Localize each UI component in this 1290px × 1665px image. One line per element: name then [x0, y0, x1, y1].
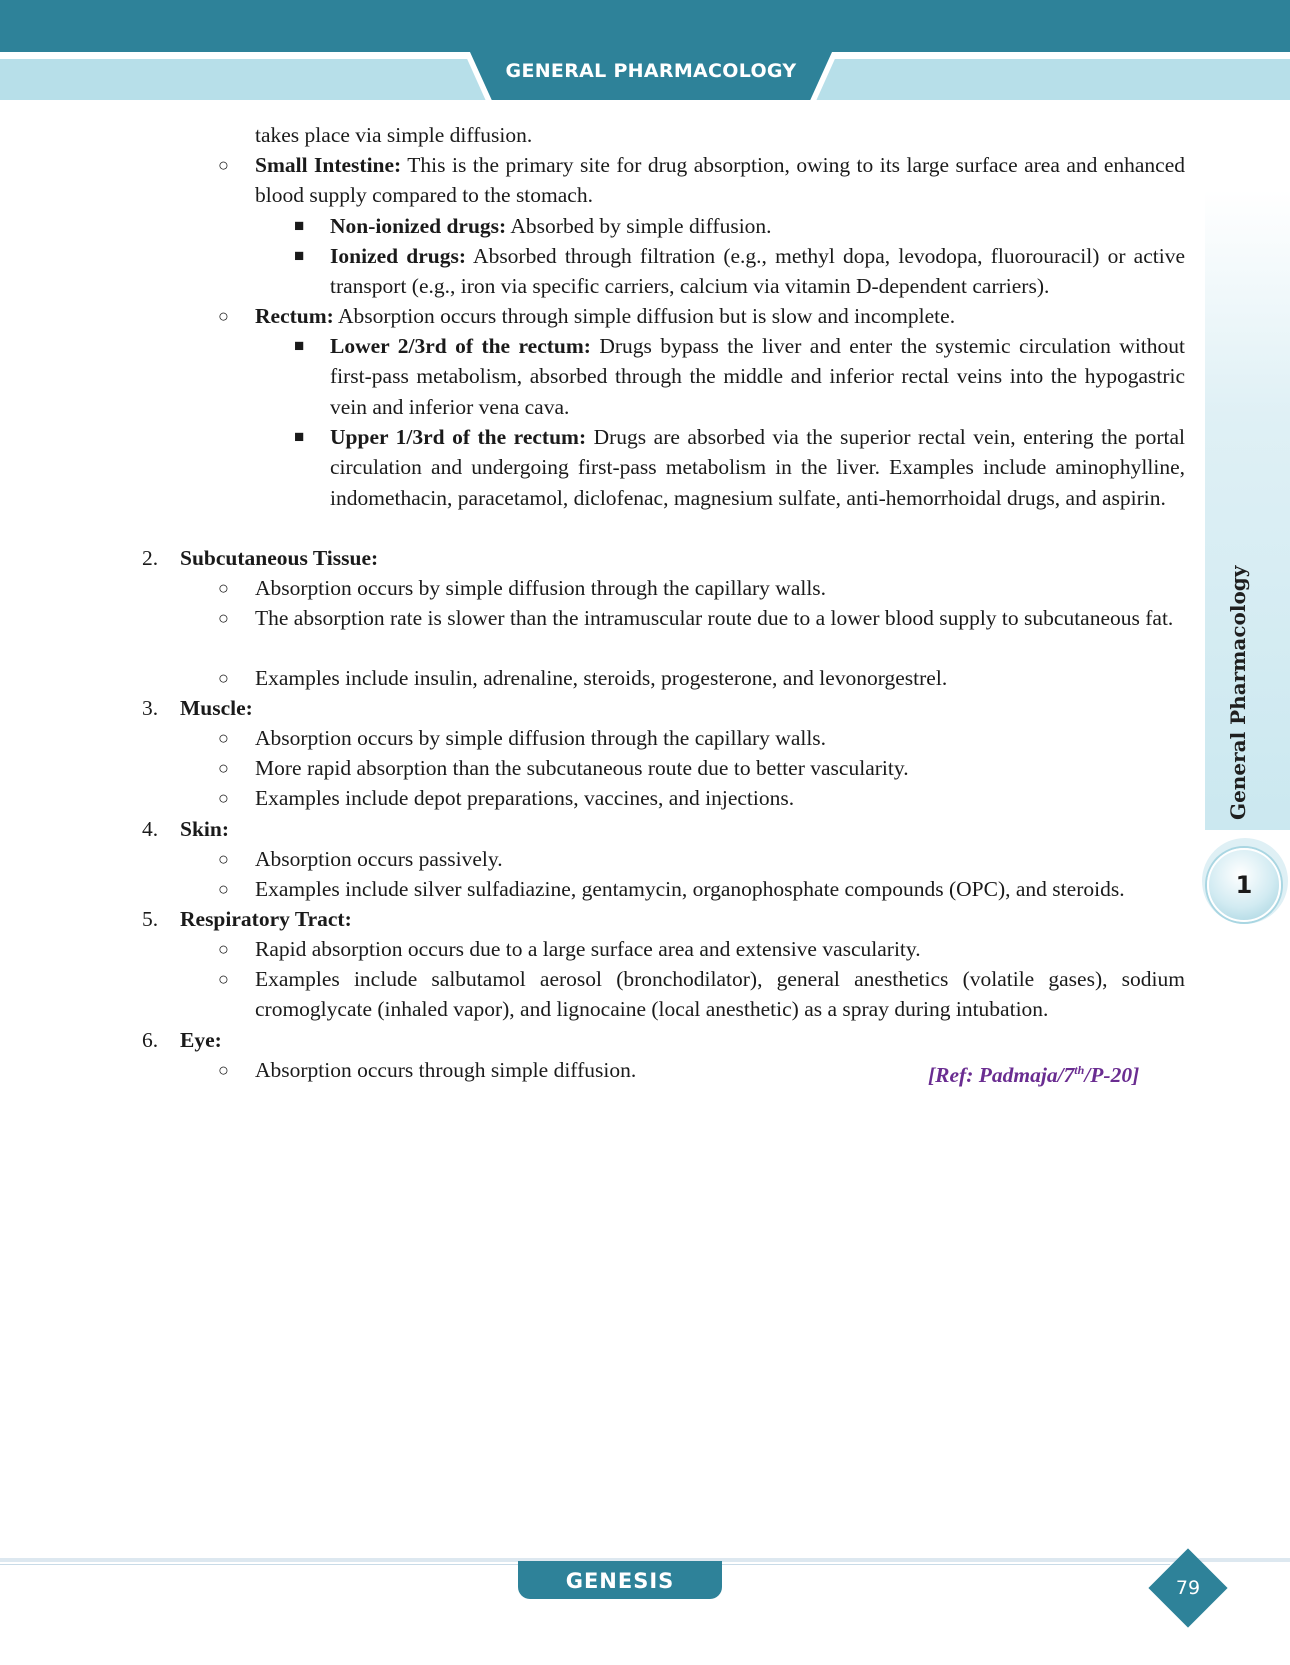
list-item: Absorption occurs through simple diffusion.	[255, 1058, 637, 1082]
genesis-logo: GENESIS	[565, 1569, 675, 1593]
small-intestine-text: This is the primary site for drug absorption, owing to its large surface area and enhanced blood supply compared to the stomach.	[255, 153, 1185, 208]
upper-rectum-label: Upper 1/3rd of the rectum:	[330, 425, 587, 449]
section-title: Skin:	[180, 817, 230, 841]
chapter-number-badge: 1	[1207, 848, 1281, 922]
lower-rectum-label: Lower 2/3rd of the rectum:	[330, 334, 591, 358]
circle-bullet-icon: ○	[218, 155, 229, 175]
list-item: More rapid absorption than the subcutaneous route due to better vascularity.	[255, 756, 909, 780]
list-item: Absorption occurs passively.	[255, 847, 503, 871]
section-title: Muscle:	[180, 696, 253, 720]
rectum-item	[255, 301, 955, 331]
circle-bullet-icon: ○	[218, 306, 229, 326]
running-header-title: GENERAL PHARMACOLOGY	[505, 60, 797, 82]
list-item: Examples include insulin, adrenaline, steroids, progesterone, and levonorgestrel.	[255, 666, 948, 690]
page-number: 79	[1175, 1577, 1201, 1599]
section-title: Subcutaneous Tissue:	[180, 546, 379, 570]
list-item: Absorption occurs by simple diffusion through the capillary walls.	[255, 576, 827, 600]
header-bar	[0, 0, 1290, 52]
circle-bullet-icon: ○	[218, 879, 229, 899]
square-bullet-icon: ■	[294, 427, 305, 446]
rectum-label: Rectum:	[255, 304, 334, 328]
small-intestine-item	[255, 150, 1185, 211]
reference-citation: [Ref: Padmaja/7th/P-20]	[928, 1063, 1140, 1088]
list-item: Examples include salbutamol aerosol (bronchodilator), general anesthetics (volatile gases), sodium cromoglycate (inhaled vapor), and lignocaine (local anesthetic) as a spray during intubation.	[255, 967, 1185, 1022]
section-number: 3.	[142, 696, 159, 720]
section-number: 2.	[142, 546, 159, 570]
small-intestine-label: Small Intestine:	[255, 153, 402, 177]
non-ionized-item	[330, 211, 772, 241]
circle-bullet-icon: ○	[218, 788, 229, 808]
list-item: Rapid absorption occurs due to a large surface area and extensive vascularity.	[255, 937, 921, 961]
non-ionized-label: Non-ionized drugs:	[330, 214, 507, 238]
circle-bullet-icon: ○	[218, 758, 229, 778]
square-bullet-icon: ■	[294, 336, 305, 355]
circle-bullet-icon: ○	[218, 939, 229, 959]
ionized-text: Absorbed through filtration (e.g., methyl dopa, levodopa, fluorouracil) or active transport (e.g., iron via specific carriers, calcium via vitamin D-dependent carriers).	[330, 244, 1186, 299]
section-number: 6.	[142, 1028, 159, 1052]
list-item: The absorption rate is slower than the intramuscular route due to a lower blood supply to subcutaneous fat.	[255, 606, 1174, 630]
continued-text: takes place via simple diffusion.	[255, 123, 533, 147]
circle-bullet-icon: ○	[218, 668, 229, 688]
ionized-label: Ionized drugs:	[330, 244, 467, 268]
non-ionized-text: Absorbed by simple diffusion.	[506, 214, 772, 238]
section-number: 5.	[142, 907, 159, 931]
list-item: Examples include silver sulfadiazine, gentamycin, organophosphate compounds (OPC), and steroids.	[255, 877, 1125, 901]
rectum-text: Absorption occurs through simple diffusion but is slow and incomplete.	[333, 304, 956, 328]
upper-rectum-text: Drugs are absorbed via the superior rectal vein, entering the portal circulation and undergoing first-pass metabolism in the liver. Examples include aminophylline, indomethacin, paracetamol, diclofenac, magnesium sulfate, anti-hemorrhoidal drugs, and aspirin.	[330, 425, 1185, 510]
square-bullet-icon: ■	[294, 216, 305, 235]
square-bullet-icon: ■	[294, 246, 305, 265]
lower-rectum-text: Drugs bypass the liver and enter the systemic circulation without first-pass metabolism, absorbed through the middle and inferior rectal veins into the hypogastric vein and inferior vena cava.	[330, 334, 1185, 419]
section-title: Respiratory Tract:	[180, 907, 352, 931]
circle-bullet-icon: ○	[218, 578, 229, 598]
circle-bullet-icon: ○	[218, 849, 229, 869]
lower-rectum-item	[330, 331, 1185, 422]
section-number: 4.	[142, 817, 159, 841]
list-item: Absorption occurs by simple diffusion through the capillary walls.	[255, 726, 827, 750]
circle-bullet-icon: ○	[218, 969, 229, 989]
circle-bullet-icon: ○	[218, 728, 229, 748]
upper-rectum-item	[330, 422, 1185, 513]
side-tab-label: General Pharmacology	[1226, 565, 1250, 820]
section-title: Eye:	[180, 1028, 222, 1052]
list-item: Examples include depot preparations, vaccines, and injections.	[255, 786, 795, 810]
circle-bullet-icon: ○	[218, 608, 229, 628]
circle-bullet-icon: ○	[218, 1060, 229, 1080]
ionized-item	[330, 241, 1185, 302]
